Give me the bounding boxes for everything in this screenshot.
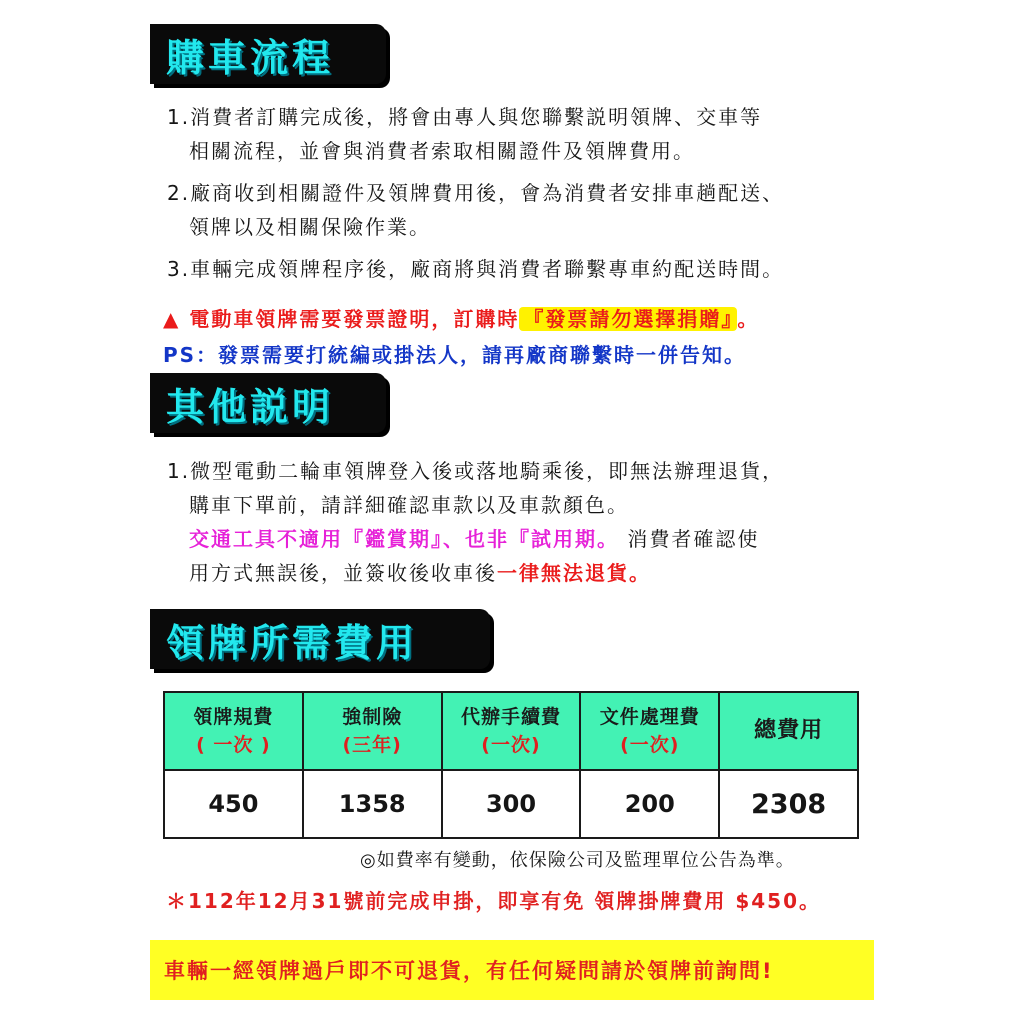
invoice-warning bbox=[163, 302, 883, 336]
note-1-line-2: 購車下單前，請詳細確認車款以及車款顏色。 bbox=[189, 493, 629, 517]
step-1-line-2: 相關流程，並會與消費者索取相關證件及領牌費用。 bbox=[189, 139, 695, 163]
ps-text: PS：發票需要打統編或掛法人，請再廠商聯繫時一併告知。 bbox=[163, 343, 747, 367]
value-agency-fee: 300 bbox=[442, 770, 581, 838]
value-license-fee: 450 bbox=[164, 770, 303, 838]
fee-table-header-row bbox=[164, 692, 858, 770]
no-return-notice-banner bbox=[150, 940, 874, 1000]
other-note-1 bbox=[167, 454, 887, 590]
step-1-line-1: 1.消費者訂購完成後，將會由專人與您聯繫説明領牌、交車等 bbox=[167, 105, 763, 129]
note-1-line-3-rest: 消費者確認使 bbox=[619, 527, 760, 551]
section-title-license-fees bbox=[150, 609, 490, 669]
step-3-line: 3.車輛完成領牌程序後，廠商將與消費者聯繫專車約配送時間。 bbox=[167, 257, 785, 281]
fee-table-values-row bbox=[164, 770, 858, 838]
no-trial-period-text: 交通工具不適用『鑑賞期』、也非『試用期。 bbox=[189, 527, 619, 551]
purchase-step-3 bbox=[167, 252, 867, 286]
warning-text: ▲ 電動車領牌需要發票證明，訂購時 bbox=[163, 307, 520, 331]
fee-table bbox=[163, 691, 859, 839]
value-total: 2308 bbox=[719, 770, 858, 838]
value-compulsory-insurance: 1358 bbox=[303, 770, 442, 838]
header-agency-fee: 代辦手續費 (一次) bbox=[442, 692, 581, 770]
section-title-text: 購車流程 bbox=[166, 35, 335, 80]
no-return-text: 一律無法退貨。 bbox=[497, 561, 651, 585]
purchase-step-2 bbox=[167, 176, 867, 244]
step-2-line-2: 領牌以及相關保險作業。 bbox=[189, 215, 431, 239]
section-title-other-notes bbox=[150, 373, 386, 433]
step-2-line-1: 2.廠商收到相關證件及領牌費用後，會為消費者安排車趟配送、 bbox=[167, 181, 785, 205]
note-1-line-1: 1.微型電動二輪車領牌登入後或落地騎乘後，即無法辦理退貨， bbox=[167, 459, 785, 483]
no-return-notice-text: 車輛一經領牌過戶即不可退貨，有任何疑問請於領牌前詢問! bbox=[164, 959, 774, 983]
header-license-fee: 領牌規費 ( 一次 ) bbox=[164, 692, 303, 770]
header-compulsory-insurance: 強制險 (三年) bbox=[303, 692, 442, 770]
section-title-text: 領牌所需費用 bbox=[166, 620, 419, 665]
header-document-fee: 文件處理費 (一次) bbox=[580, 692, 719, 770]
ps-note bbox=[163, 338, 883, 372]
purchase-step-1 bbox=[167, 100, 867, 168]
note-1-line-4 bbox=[167, 556, 887, 590]
rate-change-note: ◎如費率有變動，依保險公司及監理單位公告為準。 bbox=[360, 850, 795, 871]
section-title-text: 其他説明 bbox=[166, 384, 335, 429]
header-total: 總費用 bbox=[719, 692, 858, 770]
warning-end: 。 bbox=[737, 307, 760, 331]
section-title-purchase-process bbox=[150, 24, 386, 84]
note-1-line-3 bbox=[167, 522, 887, 556]
warning-highlight: 『發票請勿選擇捐贈』 bbox=[519, 307, 737, 331]
promo-note: ＊112年12月31號前完成申掛，即享有免 領牌掛牌費用 $450。 bbox=[166, 889, 822, 913]
note-1-line-4-text: 用方式無誤後，並簽收後收車後 bbox=[189, 561, 497, 585]
value-document-fee: 200 bbox=[580, 770, 719, 838]
